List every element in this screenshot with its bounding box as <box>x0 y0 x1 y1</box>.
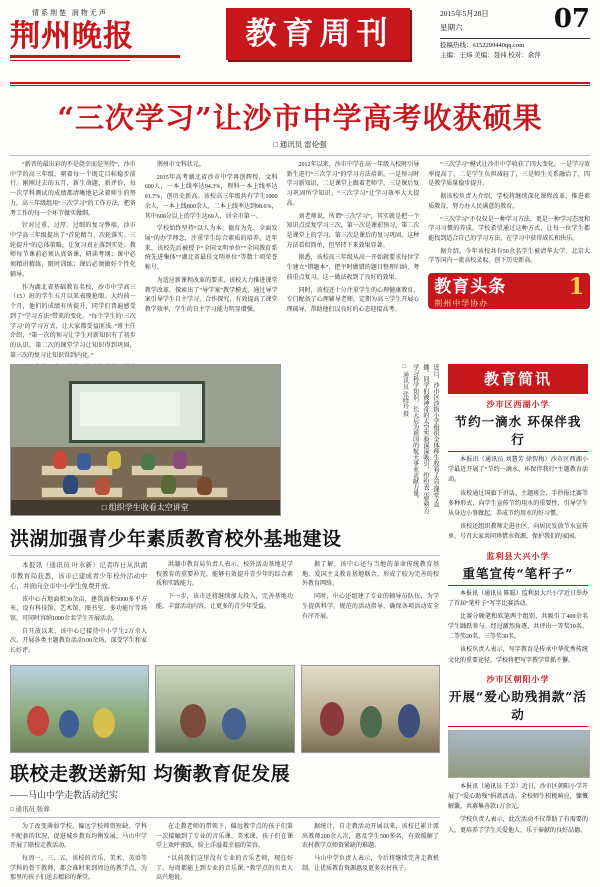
paragraph: 该校还组织教师走进社区，向居民发放节水宣传单，号召大家共同珍惜水资源，保护我们的家园。 <box>448 524 588 541</box>
brief-headline: 重笔宣传“笔杆子” <box>462 565 574 581</box>
paragraph: 本报讯（通讯员 陈聪）监利县大兴小学近日举办了首届“笔杆子”写字比赛活动。 <box>448 590 588 607</box>
article-2-column-1 <box>10 561 147 660</box>
paragraph: 本报讯（通讯员 刘慧芳 徐智梅）沙市区西湖小学最近开展了“节约一滴水、环保伴我行”主题教育活动。 <box>448 457 588 484</box>
left-zone <box>10 364 440 887</box>
submission-hotline: 投稿热线：6152299440qq.com <box>440 41 525 49</box>
masthead-tagline: 情系荆楚 润物无声 <box>32 9 108 17</box>
brief-headline: 开展“爱心助残捐款”活动 <box>449 688 587 722</box>
article-3-rule <box>10 817 440 818</box>
lead-column-2 <box>145 161 278 357</box>
badge-title: 教育头条 <box>434 277 507 297</box>
paragraph: 荆州市文科状元。 <box>156 162 205 168</box>
masthead-left <box>10 6 195 61</box>
brief-rule <box>448 726 588 727</box>
headline-byline: □ 通讯员 雷伦强 <box>273 140 327 149</box>
paragraph: 为了改变薄弱学校、偏远学校师资短缺、学科不配套的状况，促进城乡教育均衡发展，马山中学开展了联校走教活动。 <box>10 823 147 850</box>
masthead-divider <box>440 38 590 39</box>
article-3-body <box>10 823 440 887</box>
page-number: 07 <box>553 4 590 34</box>
classroom-photo <box>10 364 281 516</box>
header-rule-thin <box>10 85 590 86</box>
paragraph: 马山中学负责人表示，今后将继续完善走教机制，让优质教育资源惠及更多农村孩子。 <box>302 856 439 872</box>
paragraph: 据了解，该中心还与当地的革命传统教育基地、爱国主义教育基地联合，形成了较为完善的校外教育网络。 <box>302 562 439 588</box>
brief-photo <box>448 730 590 778</box>
paragraph: 作为湖北省基础教育名校，沙市中学高三（15）班的学生五月以来表现抢眼。大约前一个月，他们的成绩有所提升，同学们普遍感受到了“学习方法”带来的变化。“每个学生的‘三次学习’的学习方式，让大家都受益匪浅。”班主任介绍，“第一次的预习让学生对新知识有了初步的认识，第二次的课堂学习让知识得到巩固，第三次的复习让知识得到内化。” <box>10 284 136 359</box>
activity-photo-3 <box>301 665 440 753</box>
paragraph: 学校始终坚持“以人为本、德育为先、全面发展”的办学理念，注重学生综合素质的培养。近年来，该校先后被授予“全国文明单位”“全国教育系统先进集体”“湖北省最佳文明单位”等数十项荣誉称号。 <box>144 226 278 272</box>
paragraph: 据该校负责人介绍，学校将继续深化课程改革，推进素质教育，努力办人民满意的教育。 <box>428 194 590 210</box>
header-rule <box>10 82 590 84</box>
activity-photo-1 <box>10 665 149 753</box>
brief-headline: 节约一滴水 环保伴我行 <box>454 414 582 447</box>
article-2-column-2 <box>156 561 293 660</box>
paragraph: 该校通过国旗下讲话、主题班会、手抄报比赛等多种形式，向学生宣传节约用水的重要性，引导学生从身边小事做起，养成节约用水的好习惯。 <box>448 490 588 517</box>
article-2-rule <box>10 555 440 556</box>
brief-school: 沙市区西湖小学 <box>486 400 550 409</box>
paragraph: 在走教老师的带领下，偏远教学点的孩子们第一次接触到了专业的音乐课、美术课。孩子们在课堂上欢呼雀跃，脸上洋溢着幸福的笑容。 <box>156 823 293 850</box>
brief-body <box>448 782 588 836</box>
paragraph: 每周一、三、五，该校的音乐、美术、英语等学科的骨干教师，都会准时来到周边的教学点，为那里的孩子们送去精彩的课堂。 <box>10 856 147 882</box>
brief-body <box>448 589 588 666</box>
paragraph: “以前我们这里没有专业的音乐老师，现在好了，每周都能上到专业的音乐课。”教学点的负责人高兴地说。 <box>156 856 293 882</box>
brief-item-2 <box>448 551 588 666</box>
paragraph: 洪湖市教育局负责人表示，校外活动基地是学校教育的重要补充，能够有效提升青少年的综合素质和实践能力。 <box>156 562 293 588</box>
article-3-byline: □ 通讯员 张蓉 <box>10 805 50 813</box>
article-3-column-3 <box>302 823 439 887</box>
section-banner: 教育周刊 <box>226 8 410 60</box>
brief-rule <box>448 451 588 452</box>
paragraph: 为适应新课程改革的要求，该校大力推进课堂教学改革，探索出了“导学案”教学模式，通过导学案引导学生自主学习、合作探究，有效提高了课堂教学效率，学生的自主学习能力明显增强。 <box>144 277 278 314</box>
issue-weekday: 星期六 <box>440 22 463 32</box>
page-title: “三次学习”让沙市中学高考收获硕果 <box>57 101 543 135</box>
masthead-center <box>195 6 440 60</box>
article-2-source: 本报讯（通讯员 叶水新）记者昨日从洪湖市教育局获悉，该市已建成青少年校外活动中心，并面向全市中小学生免费开放。 <box>10 562 147 591</box>
badge-subtitle: 荆州中学协办 <box>434 299 489 309</box>
article-3-subtitle: ——马山中学走教活动纪实 <box>10 789 119 800</box>
photo-caption: □ 组织学生收看太空讲堂 <box>11 500 280 515</box>
article-2-photos <box>10 665 440 753</box>
body-grid <box>10 364 590 887</box>
paragraph: 同时，中心还组建了专业的辅导员队伍，为学生提供科学、规范的活动指导，确保各项活动安全有序开展。 <box>302 594 439 620</box>
article-3-column-2 <box>156 823 293 887</box>
paper-name: 荆州晚报 <box>10 19 134 54</box>
lead-column-1 <box>10 161 136 357</box>
brief-school: 监利县大兴小学 <box>486 551 550 561</box>
masthead <box>10 6 590 80</box>
masthead-rule <box>10 55 180 58</box>
paragraph: 自开放以来，该中心已接待中小学生2万余人次，开展各类主题教育活动100余场，深受学生和家长好评。 <box>10 628 147 655</box>
photo-story <box>10 364 440 516</box>
paragraph: 该中心占地面积30余亩，建筑面积5000多平方米，设有科技馆、艺术馆、图书室、多功能厅等场馆，可同时容纳1000余名学生开展活动。 <box>10 596 147 622</box>
edu-headline-badge[interactable] <box>428 273 590 309</box>
paragraph: 2015年高考湖北省沙市中学再创辉煌，文科600人，一本上线率达94.3%，理科一本上线率达91.7%，创历史新高。该校高三年级共有学生1000余人，一本上线800余人，二本上线率达到98.6%，其中600分以上的学生达69人，居全市第一。 <box>144 174 278 220</box>
brief-item-3 <box>448 674 588 836</box>
paragraph: 下一步，该市还将继续加大投入，完善基地功能，丰富活动内容，让更多的青少年受益。 <box>156 594 293 610</box>
paragraph: 2012年以来，沙市中学在高一年级入校时引导新生进行“三次学习”的学习方法培训。一是预习时学习新知识，二是课堂上跟着老师学，三是课后复习巩固所学知识。“三次学习”让学习效率大大提高。 <box>286 162 420 207</box>
paragraph: 该校负责人表示，写字教育是传承中华优秀传统文化的重要途径，学校将把写字教学常抓不懈。 <box>448 647 588 664</box>
article-2-column-3 <box>302 561 439 660</box>
photo-side-note <box>289 364 440 514</box>
article-2-title: 洪湖加强青少年素质教育校外基地建设 <box>10 528 342 550</box>
article-2-body <box>10 561 440 660</box>
lead-column-4 <box>428 161 590 357</box>
headline-rule <box>10 155 590 156</box>
paragraph: 刘老师说，所谓“三次学习”，其实就是把一个知识点反复学习三次，第一次是课前预习，第二次是课堂上的学习，第三次是课后的复习巩固。这种方法看似简单，但坚持下来效果显著。 <box>286 213 420 249</box>
masthead-rule-2 <box>10 60 130 61</box>
paragraph: “三次学习”不仅仅是一种学习方法，更是一种学习态度和学习习惯的养成。学校希望通过这种方式，让每一位学生都能找到适合自己的学习方法，在学习中获得成长和快乐。 <box>428 216 590 243</box>
staff-credits: 主编：王炜 美编：聂祎 校对：余萍 <box>440 51 541 59</box>
paragraph: “三次学习”模式让沙市中学收获了四大变化。一是学习效率提高了，二是学生负担减轻了，三是师生关系融洽了，四是教学质量稳步提升。 <box>428 162 590 188</box>
paragraph: 据介绍，今年该校共有50余名学生被清华大学、北京大学等国内一流高校录取，创下历史新高。 <box>428 248 590 265</box>
lead-article <box>10 161 590 357</box>
paragraph: 比赛分硬笔和软笔两个组别，共吸引了400余名学生踊跃参与。经过激烈角逐，共评出一等奖10名、二等奖20名、三等奖30名。 <box>448 613 588 641</box>
side-note-credit: □ 通讯员 张晓玲 摄 <box>401 364 408 417</box>
sidebar <box>448 364 588 887</box>
paragraph: 本报讯（通讯员 王芳）近日，沙市区朝阳小学开展了“爱心助残”捐款活动。全校师生积极响应，慷慨解囊，共募集善款1万余元。 <box>448 783 588 811</box>
badge-number: 1 <box>568 274 584 301</box>
brief-school: 沙市区朝阳小学 <box>486 674 550 684</box>
paragraph: “新晋的最出彩的不是侥幸而是坚持”，沙市中学的高三年级，朝着每一个既定目标稳步前行。刚刚过去的五月，新生命题、新评价，每一次学科测试的成绩都清晰地记录着师生的努力，高三年级组用“三次学习”的工作方法，把备考工作的每一个环节做实做细。 <box>10 162 136 217</box>
brief-item-1 <box>448 399 588 543</box>
paragraph: 学校负责人表示，此次活动不仅帮助了有需要的人，更培养了学生关爱他人、乐于奉献的良好品德。 <box>448 817 588 834</box>
photo-scene <box>11 365 280 515</box>
article-3-title: 联校走教送新知 均衡教育促发展 <box>10 762 291 785</box>
brief-body <box>448 455 588 543</box>
masthead-right <box>440 6 590 61</box>
activity-photo-2 <box>155 665 294 753</box>
brief-rule <box>448 585 588 586</box>
lead-column-3 <box>287 161 420 357</box>
paragraph: 针对过重、过厚、过细的复习弊端，沙市中学高三年级提出了“首轮精当、次轮落实、三轮提升”的总体策略，让复习真正落到实处。教师每节课前必须认真备课，研读考纲；课中必须精讲精练，限时训练；课后必须做好个性化辅导。 <box>10 223 136 278</box>
paragraph: 据悉，该校高三年级从高一开始就要求每位学生建立“错题本”，把平时做错的题目整理归纳，考前重点复习。这一做法收到了良好的效果。 <box>286 255 420 281</box>
paragraph: 据统计，自走教活动开展以来，该校已累计派出教师200余人次，惠及学生500多名，有效缓解了农村教学点师资紧缺的难题。 <box>302 823 439 850</box>
sidebar-title: 教育简讯 <box>448 364 588 394</box>
issue-date: 2015年5月28日 <box>440 9 489 18</box>
side-note-text: 近日，沙市区沙街小学组织全体师生收看“太空课堂”直播。同学们被神奇的太空实验深深吸引，纷纷表示要努力学习科学知识，长大后为祖国的航天事业贡献力量。 <box>411 364 438 514</box>
article-3-column-1 <box>10 823 147 887</box>
paragraph: 同时，该校还十分注重学生的心理健康教育，专门配备了心理辅导老师，定期为高三学生开展心理疏导，帮助他们以良好的心态迎接高考。 <box>286 287 420 314</box>
